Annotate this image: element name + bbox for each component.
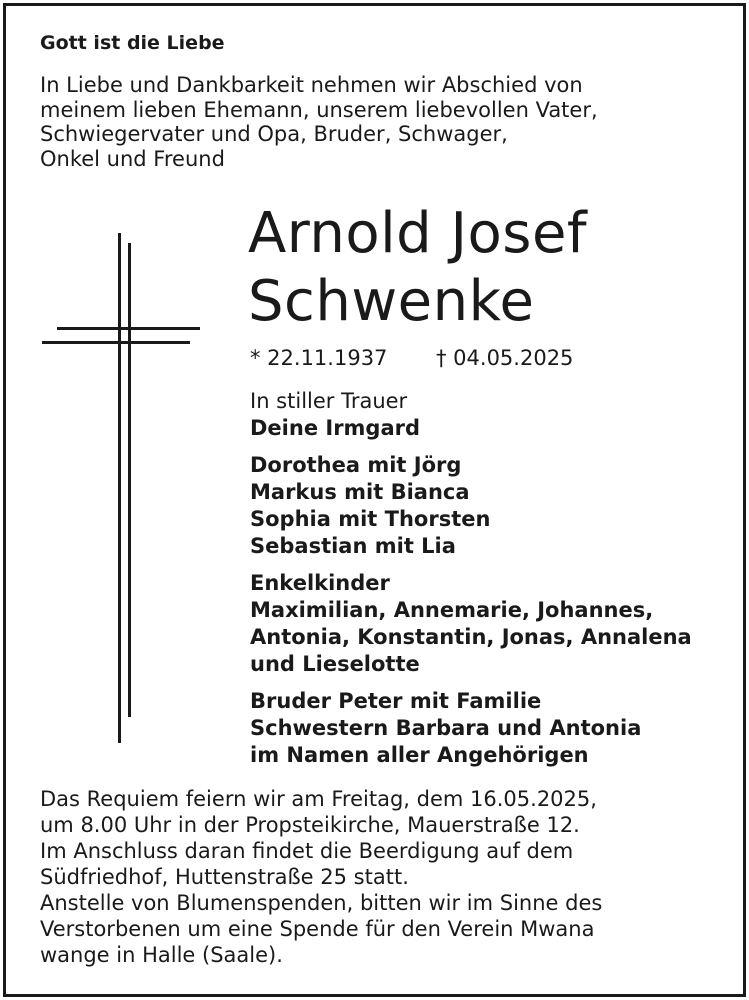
- birth-date: * 22.11.1937: [250, 346, 388, 370]
- mourner-group: [250, 452, 720, 560]
- mourner-line: Schwestern Barbara und Antonia: [250, 716, 642, 740]
- closing-line: Anstelle von Blumenspenden, bitten wir im Sinne des: [40, 891, 603, 915]
- mourner-line: Bruder Peter mit Familie: [250, 689, 542, 713]
- closing-line: Südfriedhof, Huttenstraße 25 statt.: [40, 865, 409, 889]
- mourner-line: Dorothea mit Jörg: [250, 453, 462, 477]
- death-date: † 04.05.2025: [436, 346, 574, 370]
- closing-line: Das Requiem feiern wir am Freitag, dem 16.05.2025,: [40, 787, 597, 811]
- mourner-group: [250, 415, 720, 442]
- mourner-line: Deine Irmgard: [250, 416, 421, 440]
- mourner-line: Markus mit Bianca: [250, 480, 470, 504]
- closing-line: wange in Halle (Saale).: [40, 943, 283, 967]
- mourner-line: im Namen aller Angehörigen: [250, 743, 589, 767]
- intro-line: In Liebe und Dankbarkeit nehmen wir Abschied von: [40, 73, 583, 97]
- intro-text: [40, 73, 720, 171]
- mourner-line: Sebastian mit Lia: [250, 534, 456, 558]
- life-dates: [250, 344, 574, 372]
- mourner-group: [250, 688, 720, 769]
- cross-icon: [42, 233, 202, 745]
- mourner-line: Maximilian, Annemarie, Johannes,: [250, 598, 654, 622]
- closing-line: Verstorbenen um eine Spende für den Verein Mwana: [40, 917, 595, 941]
- closing-line: um 8.00 Uhr in der Propsteikirche, Mauerstraße 12.: [40, 813, 580, 837]
- mourners-list: [250, 388, 720, 779]
- deceased-name: [248, 200, 587, 336]
- intro-line: Onkel und Freund: [40, 146, 225, 171]
- mourner-line: Sophia mit Thorsten: [250, 507, 491, 531]
- intro-line: meinem lieben Ehemann, unserem liebevollen Vater,: [40, 97, 598, 122]
- service-details: [40, 786, 720, 968]
- mourner-line: Enkelkinder: [250, 571, 390, 595]
- mourner-group: [250, 570, 720, 678]
- intro-line: Schwiegervater und Opa, Bruder, Schwager,: [40, 122, 508, 146]
- closing-line: Im Anschluss daran findet die Beerdigung auf dem: [40, 839, 574, 863]
- deceased-surname: Schwenke: [248, 269, 535, 334]
- deceased-first-names: Arnold Josef: [248, 201, 588, 266]
- mourning-intro: In stiller Trauer: [250, 389, 408, 413]
- motto: Gott ist die Liebe: [40, 32, 225, 54]
- mourner-line: Antonia, Konstantin, Jonas, Annalena: [250, 625, 692, 649]
- mourner-line: und Lieselotte: [250, 652, 420, 676]
